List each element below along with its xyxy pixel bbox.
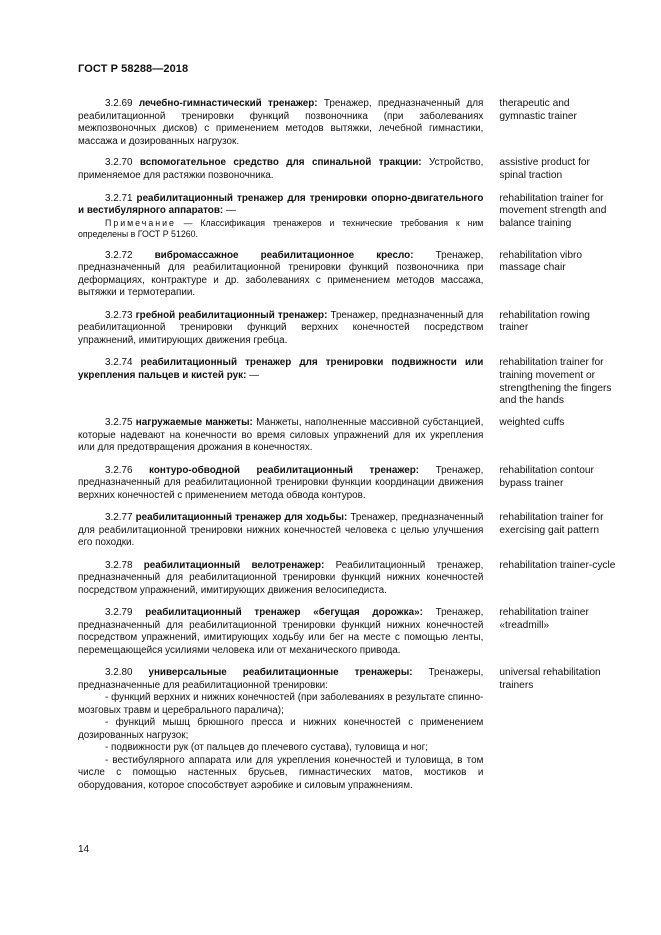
term-entry-3-2-71 [78, 193, 618, 241]
entry-russian-text [78, 357, 483, 382]
entry-russian-text [78, 560, 483, 598]
entry-english-term: assistive product for spinal traction [499, 157, 590, 181]
entry-number: 3.2.77 [105, 512, 133, 524]
entry-english-term: rehabilitation contour bypass trainer [499, 464, 594, 489]
list-item: - вестибулярного аппарата или для укрепления конечностей и туловища, в том числе с помощью настенных брусьев, гимнастических матов, мостиков и оборудования, которое способствует аэробике и силовым упражнениям. [78, 754, 484, 791]
entry-term: контуро-обводной реабилитационный тренажер: [149, 464, 420, 476]
entry-definition: Реабилитационный тренажер, предназначенный для реабилитационной тренировки функций нижних конечностей посредством упражнений, имитирующих движения велосипедиста. [78, 559, 484, 596]
entry-term: вспомогательное средство для спинальной тракции: [139, 157, 422, 168]
term-entry-3-2-75 [78, 417, 618, 455]
entry-number: 3.2.70 [105, 157, 133, 168]
term-entry-3-2-73 [78, 310, 618, 348]
list-item: - функций мышц брюшного пресса и нижних конечностей с применением дозированных нагрузок; [78, 717, 484, 741]
entry-english-term: universal rehabilitation trainers [499, 667, 601, 692]
entry-definition: Тренажер, предназначенный для реабилитационной тренировки функций верхних конечностей посредством упражнений, имитирующих движения гребца. [78, 309, 484, 346]
entry-russian-text [78, 607, 483, 657]
entry-term: реабилитационный тренажер для тренировки подвижности или укрепления пальцев и кистей рук: [78, 357, 484, 381]
entry-russian-text [78, 193, 483, 241]
entry-term: вибромассажное реабилитационное кресло: [154, 249, 414, 261]
term-entry-3-2-74 [78, 357, 618, 408]
entry-english-term: rehabilitation trainer for movement strength and balance training [499, 192, 607, 230]
entry-english-term: rehabilitation rowing trainer [499, 309, 590, 334]
entry-russian-text [78, 250, 483, 300]
entry-number: 3.2.75 [105, 417, 133, 429]
entry-definition: Тренажеры, предназначенные для реабилитационной тренировки: [78, 667, 484, 691]
entry-number: 3.2.79 [105, 607, 133, 619]
entry-english-term: rehabilitation vibro massage chair [499, 249, 583, 274]
entry-english-term: therapeutic and gymnastic trainer [499, 98, 577, 122]
entry-russian-text [78, 667, 483, 792]
terms-list [78, 98, 618, 792]
entry-russian-text [78, 417, 483, 455]
entry-russian-text [78, 465, 483, 503]
entry-term: реабилитационный тренажер для ходьбы: [135, 512, 348, 524]
term-entry-3-2-76 [78, 465, 618, 503]
term-entry-3-2-72 [78, 250, 618, 300]
entry-term: гребной реабилитационный тренажер: [135, 309, 328, 321]
entry-definition: — [225, 205, 236, 217]
list-item: - подвижности рук (от пальцев до плечевого сустава), туловища и ног; [105, 742, 428, 754]
entry-english-term: rehabilitation trainer «treadmill» [499, 607, 589, 632]
entry-definition: Тренажер, предназначенный для реабилитационной тренировки функций позвоночника при деформациях, контрактуре и др. заболеваниях с применением методов массажа, вытяжки и термотерапии. [78, 249, 484, 299]
entry-russian-text [78, 98, 483, 148]
entry-russian-text [78, 157, 483, 182]
note-text: — Классификация тренажеров и технические требования к ним определены в ГОСТ Р 51260. [78, 217, 484, 240]
note-label: Примечание [105, 217, 176, 228]
entry-definition: Тренажер, предназначенный для реабилитационной тренировки функций позвоночника (при заболеваниях межпозвоночных дисков) с применением методов вытяжки, лечебной гимнастики, массажа и дозированных нагрузок. [78, 98, 484, 147]
entry-english-term: rehabilitation trainer for training movement or strengthening the fingers and the hands [499, 357, 612, 407]
term-entry-3-2-80 [78, 667, 618, 792]
entry-number: 3.2.74 [105, 357, 133, 369]
term-entry-3-2-69 [78, 98, 618, 148]
entry-english-term: rehabilitation trainer for exercising gait pattern [499, 512, 604, 537]
entry-number: 3.2.73 [105, 309, 133, 321]
entry-russian-text [78, 512, 483, 550]
list-item: - функций верхних и нижних конечностей (при заболеваниях в результате спинно-мозговых травм и церебрального паралича); [78, 692, 484, 716]
entry-definition: Тренажер, предназначенный для реабилитационной тренировки функции координации движения верхних конечностей с применением метода обвода контуров. [78, 464, 484, 501]
entry-number: 3.2.72 [105, 249, 133, 261]
entry-number: 3.2.80 [105, 667, 133, 679]
entry-number: 3.2.71 [105, 192, 133, 204]
term-entry-3-2-70 [78, 157, 618, 183]
entry-english-term: rehabilitation trainer-cycle [499, 559, 616, 571]
standard-header: ГОСТ Р 58288—2018 [78, 63, 189, 75]
entry-number: 3.2.78 [105, 559, 133, 571]
term-entry-3-2-78 [78, 560, 618, 598]
entry-definition: Устройство, применяемое для растяжки позвоночника. [78, 157, 484, 181]
entry-definition: Тренажер, предназначенный для реабилитационной тренировки функций нижних конечностей посредством упражнений, имитирующих ходьбу или бег на месте с помощью ленты, перемещающейся усилиями человека или от механического привода. [78, 607, 484, 656]
entry-definition: Тренажер, предназначенный для реабилитационной тренировки нижних конечностей человека с целью улучшения его походки. [78, 512, 484, 549]
entry-number: 3.2.69 [105, 98, 133, 109]
page-number: 14 [78, 844, 90, 855]
term-entry-3-2-79 [78, 607, 618, 657]
entry-term: реабилитационный тренажер для тренировки опорно-двигательного и вестибулярного аппаратов: [78, 192, 484, 217]
entry-definition: Манжеты, наполненные массивной субстанцией, которые надевают на конечности во время силовых упражнений для их укрепления или для предотвращения дрожания в конечностях. [78, 417, 484, 454]
entry-term: универсальные реабилитационные тренажеры: [148, 667, 413, 679]
entry-term: лечебно-гимнастический тренажер: [138, 98, 318, 109]
entry-term: реабилитационный велотренажер: [143, 559, 325, 571]
entry-term: реабилитационный тренажер «бегущая дорожка»: [145, 607, 423, 619]
entry-russian-text [78, 310, 483, 348]
entry-english-term: weighted cuffs [499, 417, 565, 429]
entry-definition: — [249, 369, 259, 381]
term-entry-3-2-77 [78, 512, 618, 550]
entry-term: нагружаемые манжеты: [135, 417, 253, 429]
entry-number: 3.2.76 [105, 464, 133, 476]
entry-note [78, 218, 483, 241]
